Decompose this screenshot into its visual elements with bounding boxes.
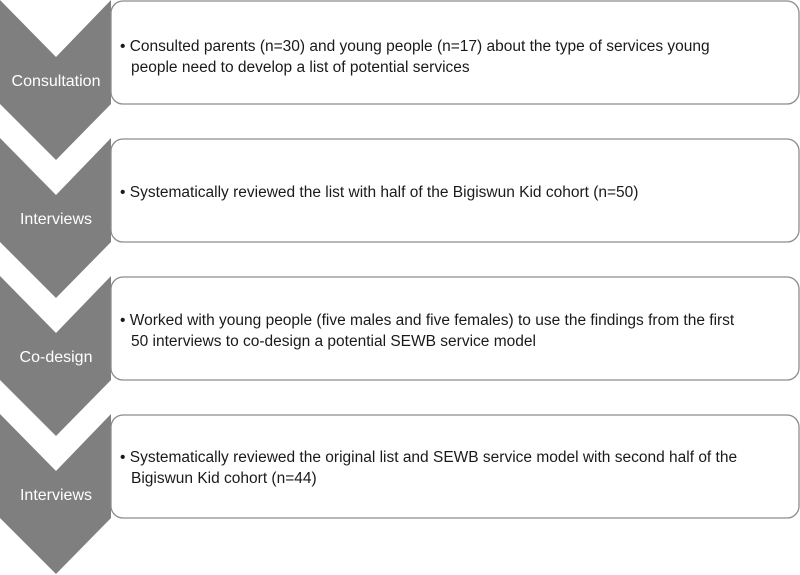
step-4 xyxy=(0,414,799,574)
step-4-stage-label: Interviews xyxy=(19,487,93,504)
step-1 xyxy=(0,0,799,160)
step-2-description-line-1: • Systematically reviewed the list with half of the Bigiswun Kid cohort (n=50) xyxy=(120,184,639,201)
step-4-description-line-2: Bigiswun Kid cohort (n=44) xyxy=(131,470,317,487)
step-1-description-line-2: people need to develop a list of potential services xyxy=(131,59,470,76)
step-3-stage-label: Co-design xyxy=(19,349,93,366)
step-1-description-line-1: • Consulted parents (n=30) and young people (n=17) about the type of services young xyxy=(120,38,710,55)
step-2-stage-label: Interviews xyxy=(19,211,93,228)
step-3-description-line-1: • Worked with young people (five males and five females) to use the findings from the first xyxy=(120,312,735,329)
step-4-box xyxy=(111,415,799,518)
step-3 xyxy=(0,276,799,436)
step-1-stage-label: Consultation xyxy=(11,73,101,90)
step-3-description-line-2: 50 interviews to co-design a potential SEWB service model xyxy=(131,333,536,350)
step-2 xyxy=(0,138,799,298)
step-4-description-line-1: • Systematically reviewed the original list and SEWB service model with second half of the xyxy=(120,449,738,466)
